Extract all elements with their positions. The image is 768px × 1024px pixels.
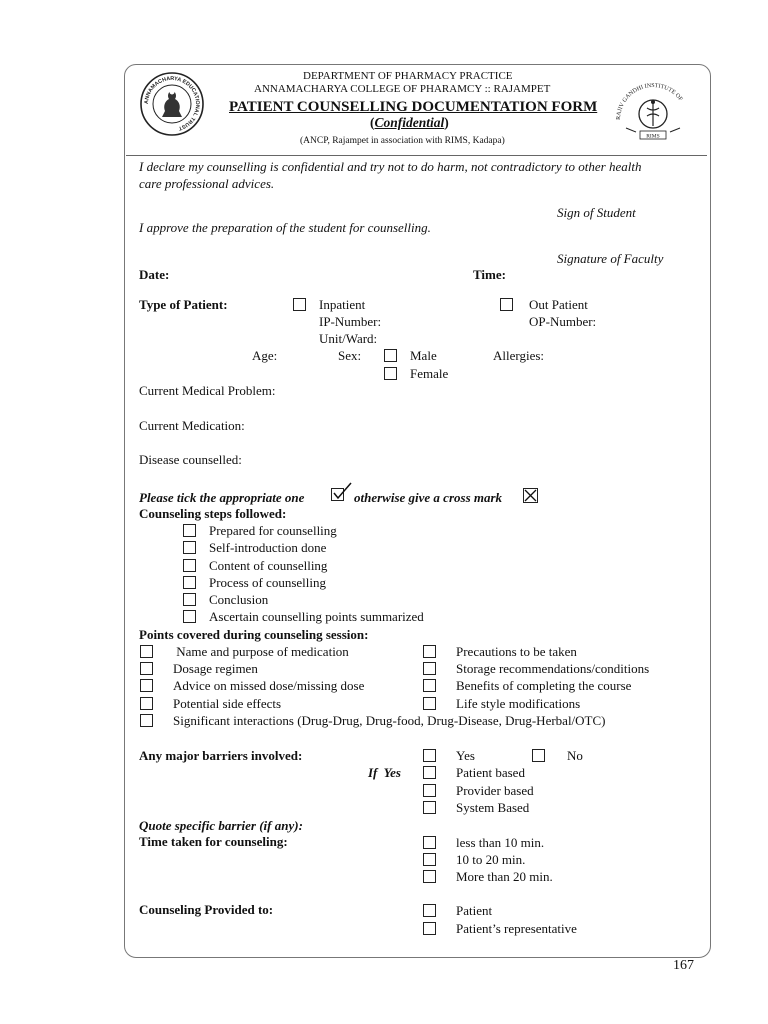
step-checkbox[interactable] xyxy=(183,576,196,589)
outpatient-label: Out Patient xyxy=(529,297,588,312)
confidential-text: Confidential xyxy=(374,115,445,130)
point-checkbox[interactable] xyxy=(423,662,436,675)
inpatient-checkbox[interactable] xyxy=(293,298,306,311)
point-label: Life style modifications xyxy=(456,696,581,711)
point-label: Name and purpose of medication xyxy=(173,644,349,659)
point-label: Dosage regimen xyxy=(173,661,258,676)
provided-to-checkbox[interactable] xyxy=(423,904,436,917)
rims-logo xyxy=(612,78,694,144)
time-option-checkbox[interactable] xyxy=(423,853,436,866)
type-of-patient-label: Type of Patient: xyxy=(139,297,228,312)
time-taken-label: Time taken for counseling: xyxy=(139,834,288,849)
point-label: Potential side effects xyxy=(173,696,282,711)
point-label: Benefits of completing the course xyxy=(456,678,632,693)
step-checkbox[interactable] xyxy=(183,610,196,623)
svg-text:RAJIV GANDHI INSTITUTE OF: RAJIV GANDHI INSTITUTE OF xyxy=(615,82,684,121)
step-label: Content of counselling xyxy=(209,558,328,573)
step-label: Ascertain counselling points summarized xyxy=(209,609,424,624)
sex-label: Sex: xyxy=(338,348,362,363)
barrier-type-label: Provider based xyxy=(456,783,534,798)
checkmark-icon xyxy=(331,481,353,501)
barriers-label: Any major barriers involved: xyxy=(139,748,303,763)
step-checkbox[interactable] xyxy=(183,593,196,606)
point-checkbox[interactable] xyxy=(140,697,153,710)
provided-to-label: Patient xyxy=(456,903,493,918)
page-number: 167 xyxy=(673,958,694,973)
quote-barrier-label: Quote specific barrier (if any): xyxy=(139,818,303,833)
header-divider xyxy=(126,155,707,156)
association-line: (ANCP, Rajampet in association with RIMS, Kadapa) xyxy=(300,136,505,146)
point-checkbox[interactable] xyxy=(423,697,436,710)
current-medication-label: Current Medication: xyxy=(139,418,245,433)
point-checkbox[interactable] xyxy=(140,714,153,727)
male-checkbox[interactable] xyxy=(384,349,397,362)
provided-to-label: Patient’s representative xyxy=(456,921,577,936)
step-checkbox[interactable] xyxy=(183,541,196,554)
barrier-yes-checkbox[interactable] xyxy=(423,749,436,762)
unit-ward-label: Unit/Ward: xyxy=(319,331,378,346)
time-label: Time: xyxy=(473,267,506,282)
if-yes-label: If Yes xyxy=(368,765,401,780)
barrier-no-checkbox[interactable] xyxy=(532,749,545,762)
sign-student-label: Sign of Student xyxy=(557,205,636,220)
barrier-type-label: System Based xyxy=(456,800,530,815)
point-label: Significant interactions (Drug-Drug, Drug-food, Drug-Disease, Drug-Herbal/OTC) xyxy=(173,713,606,728)
point-checkbox[interactable] xyxy=(140,662,153,675)
tick-instruction: Please tick the appropriate one xyxy=(139,490,305,505)
time-option-checkbox[interactable] xyxy=(423,836,436,849)
point-checkbox[interactable] xyxy=(140,679,153,692)
point-label: Storage recommendations/conditions xyxy=(456,661,650,676)
approval-statement: I approve the preparation of the student for counselling. xyxy=(139,220,431,235)
form-title: PATIENT COUNSELLING DOCUMENTATION FORM xyxy=(229,99,598,115)
allergies-label: Allergies: xyxy=(493,348,545,363)
counseling-provided-label: Counseling Provided to: xyxy=(139,902,274,917)
confidential-label: (Confidential) xyxy=(370,115,449,130)
point-checkbox[interactable] xyxy=(423,679,436,692)
sign-faculty-label: Signature of Faculty xyxy=(557,251,664,266)
female-label: Female xyxy=(410,366,449,381)
inpatient-label: Inpatient xyxy=(319,297,366,312)
barrier-type-label: Patient based xyxy=(456,765,525,780)
cross-instruction: otherwise give a cross mark xyxy=(354,490,503,505)
cross-mark-icon xyxy=(523,488,538,503)
provided-to-checkbox[interactable] xyxy=(423,922,436,935)
current-medical-problem-label: Current Medical Problem: xyxy=(139,383,276,398)
step-label: Conclusion xyxy=(209,592,269,607)
svg-text:RIMS: RIMS xyxy=(646,133,660,140)
points-covered-heading: Points covered during counseling session: xyxy=(139,627,369,642)
ip-number-label: IP-Number: xyxy=(319,314,382,329)
point-checkbox[interactable] xyxy=(140,645,153,658)
department-line: DEPARTMENT OF PHARMACY PRACTICE xyxy=(303,70,513,82)
date-label: Date: xyxy=(139,267,170,282)
step-label: Self-introduction done xyxy=(209,540,327,555)
female-checkbox[interactable] xyxy=(384,367,397,380)
point-checkbox[interactable] xyxy=(423,645,436,658)
time-option-label: less than 10 min. xyxy=(456,835,545,850)
disease-counselled-label: Disease counselled: xyxy=(139,452,242,467)
point-label: Advice on missed dose/missing dose xyxy=(173,678,365,693)
declaration-line-1: I declare my counselling is confidential and try not to do harm, not contradictory to other health xyxy=(139,159,642,174)
step-label: Process of counselling xyxy=(209,575,326,590)
age-label: Age: xyxy=(252,348,278,363)
barrier-yes-label: Yes xyxy=(456,748,475,763)
time-option-label: More than 20 min. xyxy=(456,869,553,884)
step-checkbox[interactable] xyxy=(183,524,196,537)
op-number-label: OP-Number: xyxy=(529,314,597,329)
svg-text:ANNAMACHARYA EDUCATIONAL TRUST: ANNAMACHARYA EDUCATIONAL TRUST xyxy=(143,75,201,132)
college-logo xyxy=(140,72,204,136)
point-label: Precautions to be taken xyxy=(456,644,577,659)
time-option-label: 10 to 20 min. xyxy=(456,852,526,867)
step-label: Prepared for counselling xyxy=(209,523,337,538)
counseling-steps-heading: Counseling steps followed: xyxy=(139,506,287,521)
college-line: ANNAMACHARYA COLLEGE OF PHARAMCY :: RAJAMPET xyxy=(254,83,551,95)
outpatient-checkbox[interactable] xyxy=(500,298,513,311)
barrier-type-checkbox[interactable] xyxy=(423,801,436,814)
barrier-no-label: No xyxy=(567,748,583,763)
time-option-checkbox[interactable] xyxy=(423,870,436,883)
declaration-line-2: care professional advices. xyxy=(139,176,275,191)
male-label: Male xyxy=(410,348,437,363)
barrier-type-checkbox[interactable] xyxy=(423,784,436,797)
barrier-type-checkbox[interactable] xyxy=(423,766,436,779)
step-checkbox[interactable] xyxy=(183,559,196,572)
